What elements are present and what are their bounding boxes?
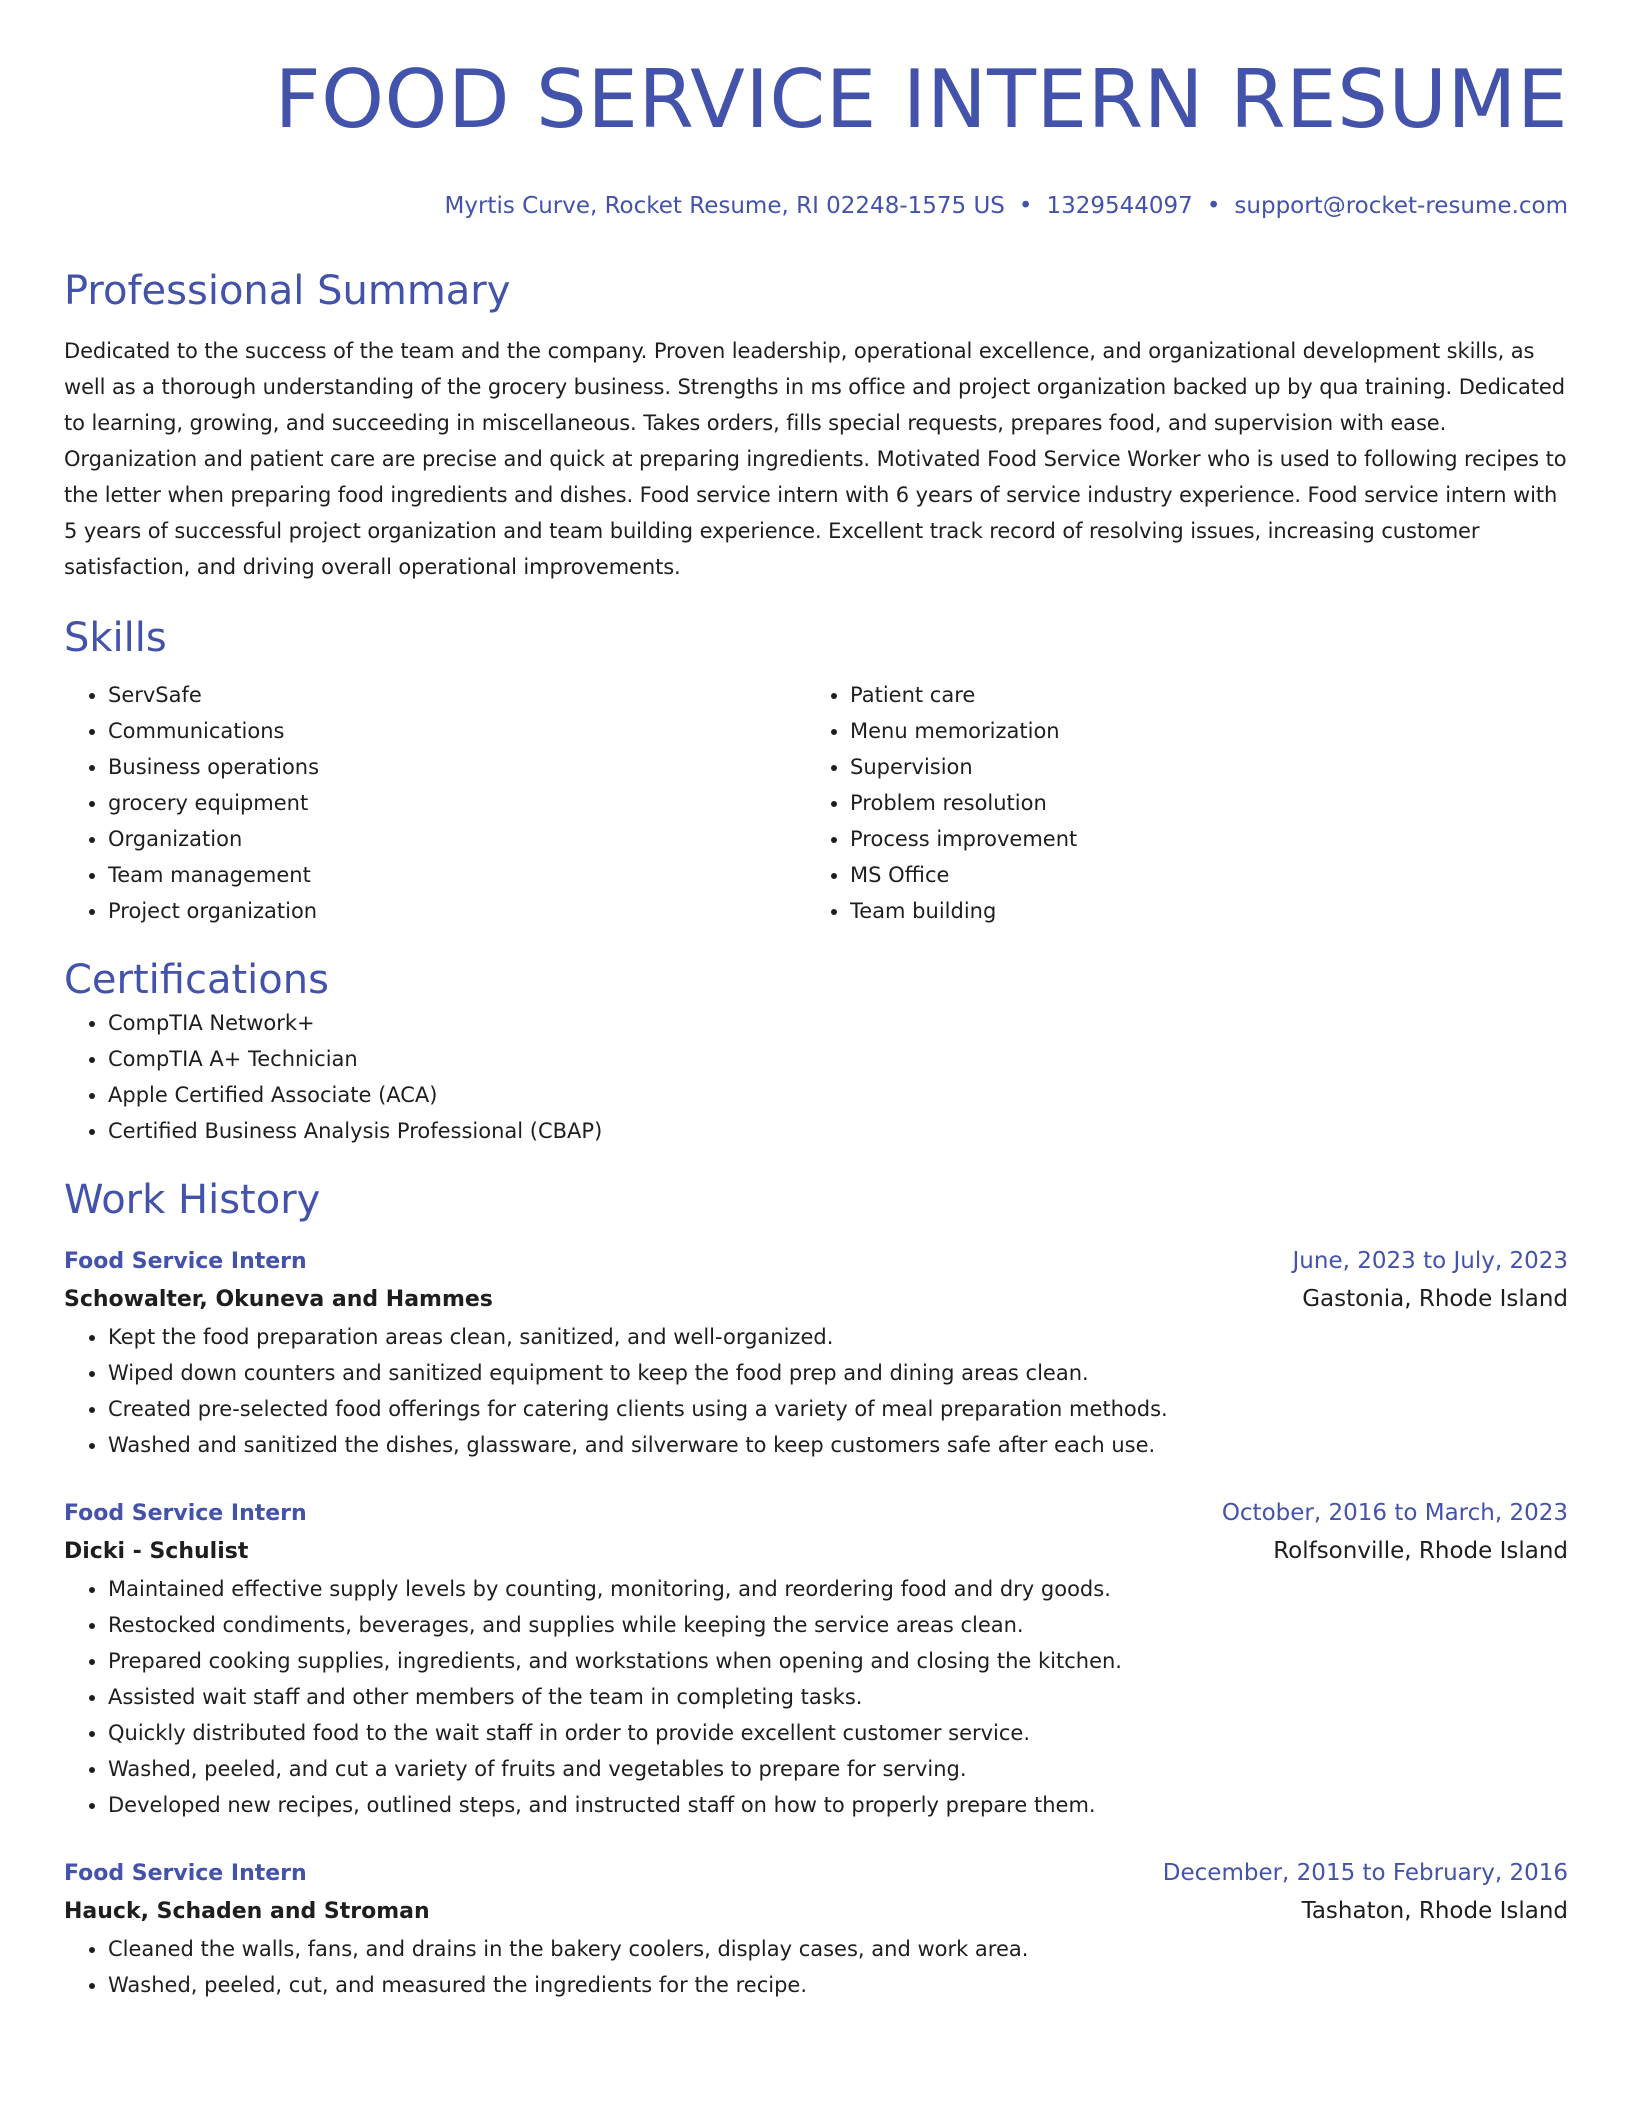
job-duty: • Assisted wait staff and other members of the team in completing tasks.: [108, 1679, 1568, 1715]
job-location: Gastonia, Rhode Island: [1302, 1286, 1568, 1312]
skill-item: • grocery equipment: [108, 785, 806, 821]
skill-item: • Supervision: [850, 749, 1548, 785]
skills-column-left: [64, 677, 806, 929]
contact-line: [64, 190, 1568, 222]
skills-list-left: [64, 677, 806, 929]
job-company-row: [64, 1532, 1568, 1571]
contact-address: Myrtis Curve, Rocket Resume, RI 02248-1575 US: [444, 193, 1005, 219]
job-company: Hauck, Schaden and Stroman: [64, 1899, 430, 1924]
skill-item: • ServSafe: [108, 677, 806, 713]
skill-item: • Patient care: [850, 677, 1548, 713]
job-dates: June, 2023 to July, 2023: [1292, 1248, 1568, 1274]
job-title-row: [64, 1855, 1568, 1892]
certification-item: • Apple Certified Associate (ACA): [108, 1077, 1568, 1113]
contact-separator: •: [1018, 193, 1033, 219]
job-title-row: [64, 1243, 1568, 1280]
job-duty: • Washed and sanitized the dishes, glassware, and silverware to keep customers safe after each use.: [108, 1427, 1568, 1463]
resume-title: FOOD SERVICE INTERN RESUME: [274, 53, 1568, 146]
skill-item: • Process improvement: [850, 821, 1548, 857]
job-title-row: [64, 1495, 1568, 1532]
job-company-row: [64, 1280, 1568, 1319]
skills-column-right: [806, 677, 1548, 929]
contact-phone: 1329544097: [1046, 193, 1193, 219]
skill-item: • Organization: [108, 821, 806, 857]
job-duty: • Quickly distributed food to the wait staff in order to provide excellent customer service.: [108, 1715, 1568, 1751]
job-duties-list: [64, 1319, 1568, 1463]
summary-heading: Professional Summary: [64, 268, 511, 314]
job-duty: • Washed, peeled, and cut a variety of fruits and vegetables to prepare for serving.: [108, 1751, 1568, 1787]
job-dates: December, 2015 to February, 2016: [1162, 1860, 1568, 1886]
job-duty: • Cleaned the walls, fans, and drains in the bakery coolers, display cases, and work area.: [108, 1931, 1568, 1967]
certification-item: • Certified Business Analysis Professional (CBAP): [108, 1113, 1568, 1149]
job-duty: • Kept the food preparation areas clean, sanitized, and well-organized.: [108, 1319, 1568, 1355]
job-duty: • Restocked condiments, beverages, and supplies while keeping the service areas clean.: [108, 1607, 1568, 1643]
skill-item: • Team building: [850, 893, 1548, 929]
job-entry: [64, 1495, 1568, 1823]
job-duty: • Developed new recipes, outlined steps, and instructed staff on how to properly prepare them.: [108, 1787, 1568, 1823]
skills-heading: Skills: [64, 615, 167, 661]
skill-item: • Business operations: [108, 749, 806, 785]
job-title: Food Service Intern: [64, 1249, 307, 1274]
job-title: Food Service Intern: [64, 1501, 307, 1526]
job-duties-list: [64, 1571, 1568, 1823]
job-duty: • Maintained effective supply levels by counting, monitoring, and reordering food and dry goods.: [108, 1571, 1568, 1607]
job-duty: • Wiped down counters and sanitized equipment to keep the food prep and dining areas clean.: [108, 1355, 1568, 1391]
skills-list-right: [806, 677, 1548, 929]
job-location: Tashaton, Rhode Island: [1301, 1898, 1568, 1924]
job-dates: October, 2016 to March, 2023: [1221, 1500, 1568, 1526]
contact-separator: •: [1206, 193, 1221, 219]
job-company: Dicki - Schulist: [64, 1539, 249, 1564]
certifications-heading: Certifications: [64, 957, 329, 1003]
skill-item: • Communications: [108, 713, 806, 749]
job-duty: • Created pre-selected food offerings for catering clients using a variety of meal preparation methods.: [108, 1391, 1568, 1427]
skills-columns: [64, 677, 1568, 929]
job-duties-list: [64, 1931, 1568, 2003]
skill-item: • Menu memorization: [850, 713, 1548, 749]
work-history-heading: Work History: [64, 1177, 321, 1223]
skill-item: • Problem resolution: [850, 785, 1548, 821]
job-company: Schowalter, Okuneva and Hammes: [64, 1287, 493, 1312]
skill-item: • MS Office: [850, 857, 1548, 893]
job-duty: • Prepared cooking supplies, ingredients, and workstations when opening and closing the kitchen.: [108, 1643, 1568, 1679]
job-location: Rolfsonville, Rhode Island: [1273, 1538, 1568, 1564]
certifications-list: [64, 1005, 1568, 1149]
skill-item: • Project organization: [108, 893, 806, 929]
skill-item: • Team management: [108, 857, 806, 893]
job-company-row: [64, 1892, 1568, 1931]
job-title: Food Service Intern: [64, 1861, 307, 1886]
certification-item: • CompTIA A+ Technician: [108, 1041, 1568, 1077]
summary-text: Dedicated to the success of the team and the company. Proven leadership, operational excellence, and organizational development skills, as well as a thorough understanding of the grocery business. Strengths in ms office and project organization backed up by qua training. Dedicated to learning, growing, and succeeding in miscellaneous. Takes orders, fills special requests, prepares food, and supervision with ease. Organization and patient care are precise and quick at preparing ingredients. Motivated Food Service Worker who is used to following recipes to the letter when preparing food ingredients and dishes. Food service intern with 6 years of service industry experience. Food service intern with 5 years of successful project organization and team building experience. Excellent track record of resolving issues, increasing customer satisfaction, and driving overall operational improvements.: [64, 339, 1567, 579]
job-entry: [64, 1855, 1568, 2003]
certification-item: • CompTIA Network+: [108, 1005, 1568, 1041]
job-duty: • Washed, peeled, cut, and measured the ingredients for the recipe.: [108, 1967, 1568, 2003]
job-entry: [64, 1243, 1568, 1463]
contact-email[interactable]: support@rocket-resume.com: [1234, 193, 1568, 219]
